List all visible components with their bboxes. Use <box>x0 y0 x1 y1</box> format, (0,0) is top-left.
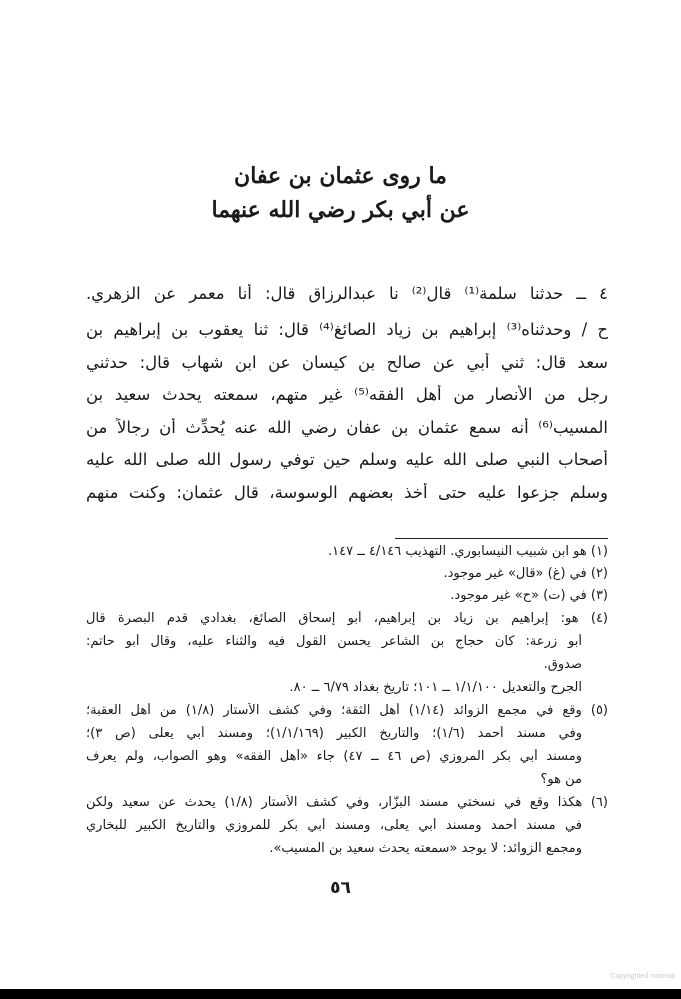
copyright-watermark: Copyrighted material <box>610 973 675 980</box>
footnote: (٤) هو: إبراهيم بن زياد بن إبراهيم، أبو إسحاق الصائغ، بغدادي قدم البصرة قال <box>86 611 608 626</box>
footnote-continuation: الجرح والتعديل ١/١/١٠٠ ــ ١٠١؛ تاريخ بغداد ٦/٧٩ ــ ٨٠. <box>289 680 582 695</box>
hadith-line: سعد قال: ثني أبي عن صالح بن كيسان عن ابن شهاب قال: حدثني <box>86 353 608 372</box>
footnote-continuation: من هو؟ <box>540 772 582 787</box>
footnote-separator <box>395 538 608 539</box>
footnote-continuation: في مسند أحمد ومسند أبي يعلى، ومسند أبي بكر للمروزي والتاريخ الكبير للبخاري <box>86 818 582 833</box>
footnote-continuation: وفي مسند أحمد (١/٦)؛ والتاريخ الكبير (١/١/١٦٩)؛ ومسند أبي يعلى (ص ٣)؛ <box>86 726 582 741</box>
hadith-line: ٤ ــ حدثنا سلمة⁽¹⁾ قال⁽²⁾ نا عبدالرزاق قال: أنا معمر عن الزهري. <box>86 284 608 303</box>
footnote-continuation: أبو زرعة: كان حجاج بن الشاعر يحسن القول فيه والثناء عليه، وقال أبو حاتم: <box>86 634 582 649</box>
footnote: (٥) وقع في مجمع الزوائد (١/١٤) أهل الثقة؛ وفي كشف الأستار (١/٨) من أهل العقبة؛ <box>86 703 608 718</box>
footnote-continuation: ومجمع الزوائد: لا يوجد «سمعته يحدث سعيد بن المسيب». <box>269 841 582 856</box>
footnote: (٦) هكذا وقع في نسختي مسند البزّار، وفي كشف الأستار (١/٨) يحدث عن سعيد ولكن <box>86 795 608 810</box>
bottom-black-bar <box>0 989 681 999</box>
footnote: (١) هو ابن شبيب النيسابوري. التهذيب ٤/١٤٦ ــ ١٤٧. <box>327 544 608 559</box>
hadith-line: رجل من الأنصار من أهل الفقه⁽⁵⁾ غير متهم، سمعته يحدث سعيد بن <box>86 385 608 404</box>
footnote: (٣) في (ت) «ح» غير موجود. <box>450 588 608 603</box>
hadith-line: أصحاب النبي صلى الله عليه وسلم حين توفي رسول الله صلى الله عليه <box>86 450 608 469</box>
footnote-continuation: ومسند أبي بكر المروزي (ص ٤٦ ــ ٤٧) جاء «أهل الفقه» وهو الصواب، ولم يعرف <box>86 749 582 764</box>
footnote-continuation: صدوق. <box>543 657 582 672</box>
hadith-line: وسلم جزعوا عليه حتى أخذ بعضهم الوسوسة، قال عثمان: وكنت منهم <box>86 483 608 502</box>
footnote: (٢) في (غ) «قال» غير موجود. <box>443 566 608 581</box>
page-number: ٥٦ <box>330 878 351 898</box>
hadith-line: المسيب⁽⁶⁾ أنه سمع عثمان بن عفان رضي الله عنه يُحدِّث أن رجالاً من <box>86 418 608 437</box>
chapter-title-line-1: ما روى عثمان بن عفان <box>234 163 447 189</box>
hadith-line: ح / وحدثناه⁽³⁾ إبراهيم بن زياد الصائغ⁽⁴⁾ قال: ثنا يعقوب بن إبراهيم بن <box>86 320 608 339</box>
chapter-title-line-2: عن أبي بكر رضي الله عنهما <box>211 197 470 223</box>
